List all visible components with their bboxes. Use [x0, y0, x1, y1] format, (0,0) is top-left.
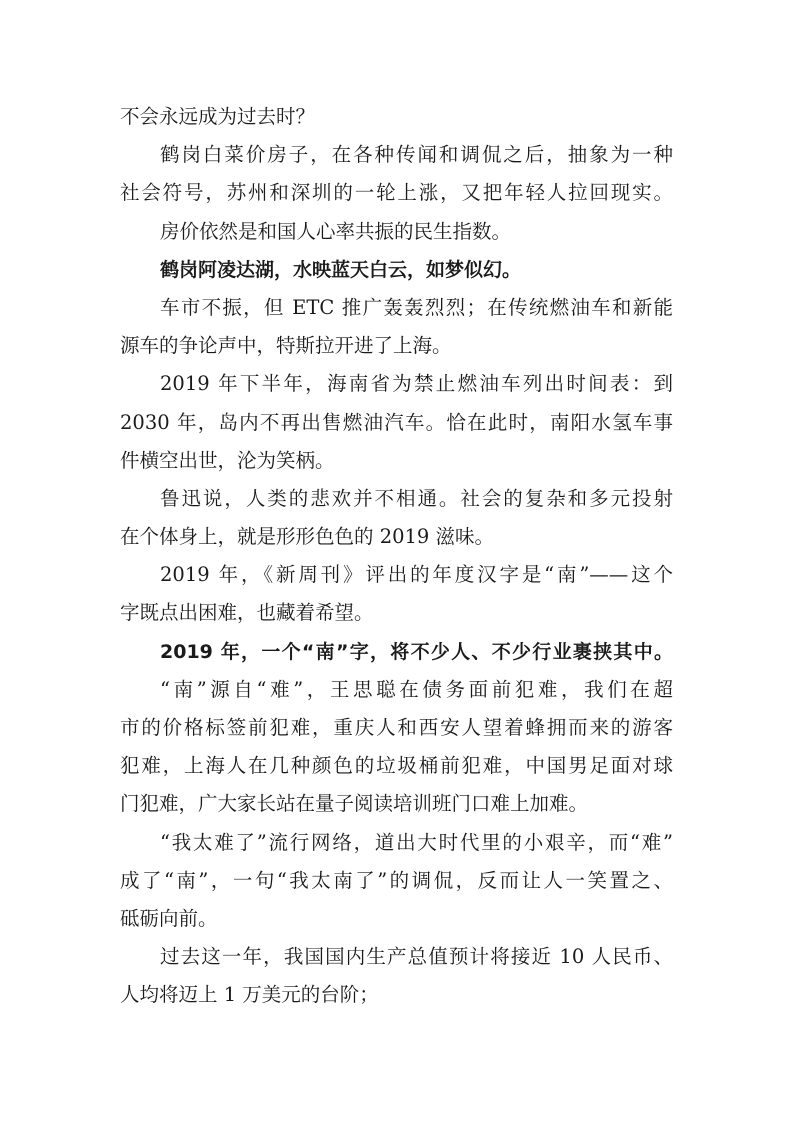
text-line: 2019 年，《新周刊》评出的年度汉字是“南”——这个	[160, 563, 673, 587]
text-line: 字既点出困难，也藏着希望。	[120, 601, 374, 625]
text-line: 市的价格标签前犯难，重庆人和西安人望着蜂拥而来的游客	[120, 716, 673, 739]
text-line: 2030 年，岛内不再出售燃油汽车。恰在此时，南阳水氢车事	[120, 410, 673, 434]
text-line: 2019 年下半年，海南省为禁止燃油车列出时间表：到	[160, 372, 673, 396]
text-line: 鲁迅说，人类的悲欢并不相通。社会的复杂和多元投射	[160, 486, 673, 510]
text-line: 在个体身上，就是形形色色的 2019 滋味。	[120, 525, 495, 549]
text-line: 砥砺向前。	[120, 906, 218, 930]
article-body	[120, 98, 673, 1015]
text-line: 不会永远成为过去时？	[120, 105, 316, 128]
highlighted-line: 鹤岗阿凌达湖，水映蓝天白云，如梦似幻。	[160, 258, 522, 281]
text-line: 车市不振，但 ETC 推广轰轰烈烈；在传统燃油车和新能	[160, 295, 673, 319]
text-line: 房价依然是和国人心率共振的民生指数。	[160, 219, 512, 243]
text-line: 犯难，上海人在几种颜色的垃圾桶前犯难，中国男足面对球	[120, 754, 673, 778]
text-line: “南”源自“难”，王思聪在债务面前犯难，我们在超	[160, 677, 673, 701]
text-line: 件横空出世，沦为笑柄。	[120, 448, 335, 472]
text-line: 过去这一年，我国国内生产总值预计将接近 10 人民币、	[160, 945, 673, 969]
highlighted-line: 2019 年，一个“南”字，将不少人、不少行业裹挟其中。	[160, 640, 673, 663]
text-line: 鹤岗白菜价房子，在各种传闻和调侃之后，抽象为一种	[160, 143, 673, 167]
text-line: 门犯难，广大家长站在量子阅读培训班门口难上加难。	[120, 792, 589, 816]
text-line: 人均将迈上 1 万美元的台阶；	[120, 983, 379, 1007]
text-line: 社会符号，苏州和深圳的一轮上涨，又把年轻人拉回现实。	[120, 181, 673, 205]
text-line: 源车的争论声中，特斯拉开进了上海。	[120, 334, 452, 358]
text-line: “我太难了”流行网络，道出大时代里的小艰辛，而“难”	[160, 830, 673, 854]
text-line: 成了“南”，一句“我太南了”的调侃，反而让人一笑置之、	[120, 868, 673, 892]
